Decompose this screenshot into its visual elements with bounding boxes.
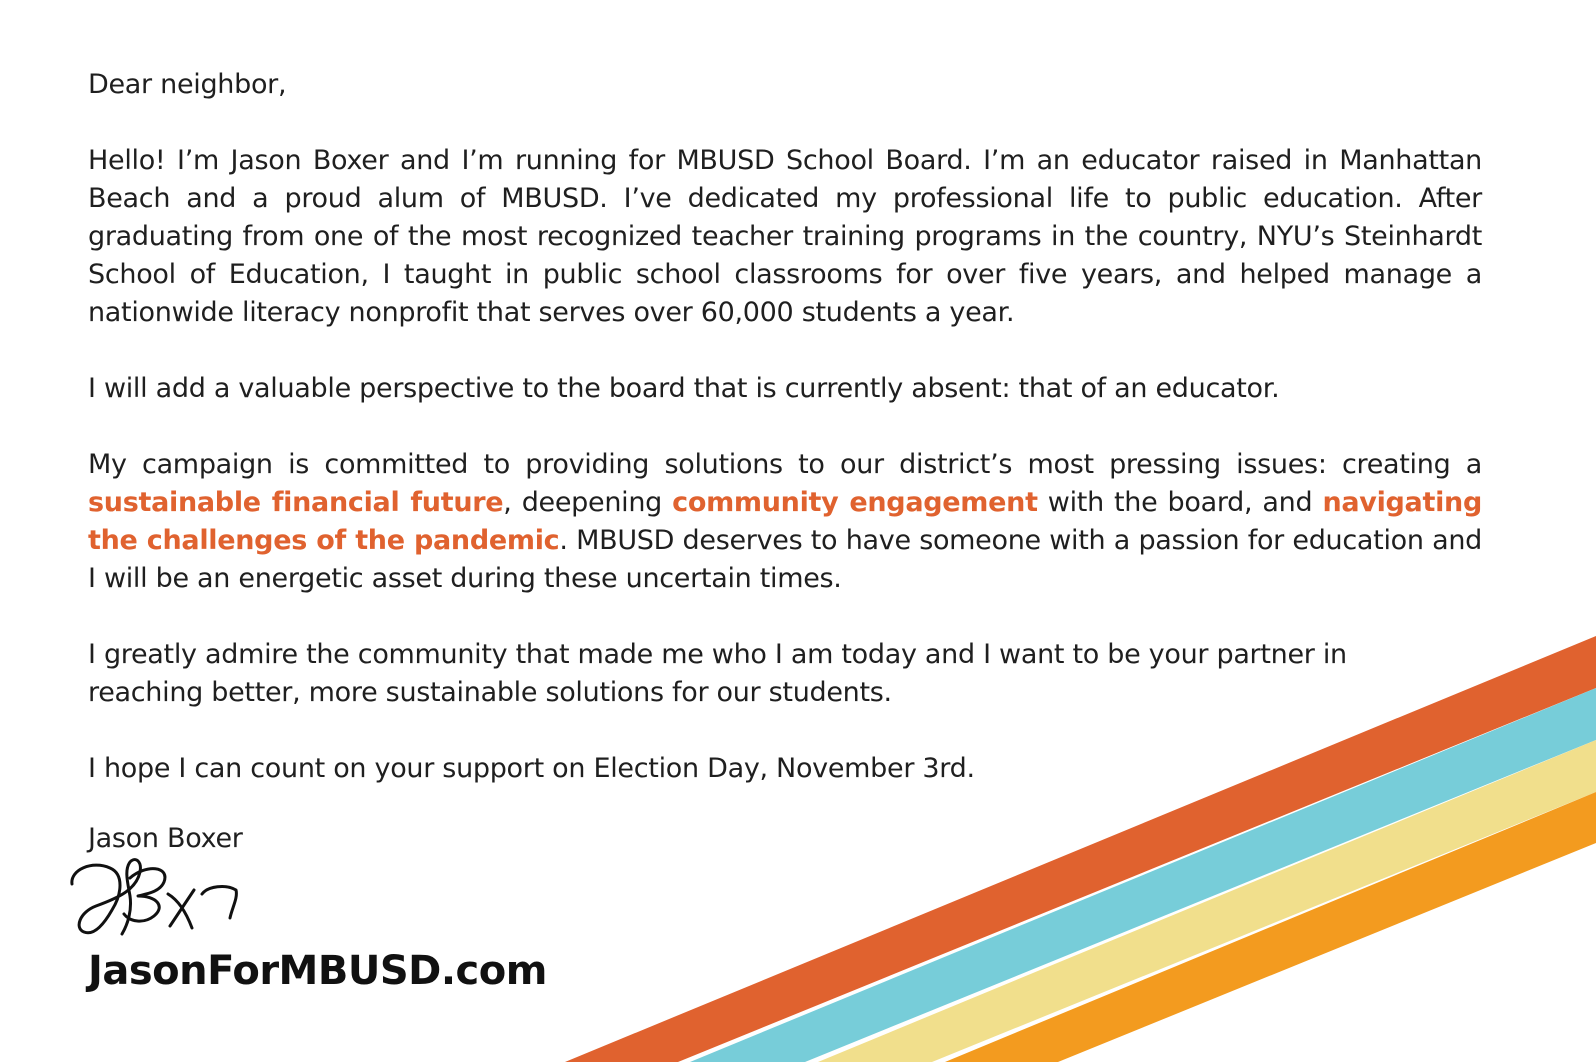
- admire-paragraph: I greatly admire the community that made me who I am today and I want to be your partner in reaching better, more sustainable solutions for our students.: [88, 639, 1347, 708]
- highlight-financial-future: sustainable financial future: [88, 487, 504, 518]
- signature-image: [66, 850, 266, 942]
- closing-paragraph: I hope I can count on your support on Election Day, November 3rd.: [88, 753, 975, 784]
- campaign-paragraph: [88, 446, 1482, 598]
- letter-body: [88, 66, 1482, 826]
- campaign-text-2: , deepening: [503, 487, 673, 518]
- campaign-text-1: My campaign is committed to providing solutions to our district’s most pressing issues: creating a: [88, 449, 1482, 480]
- perspective-paragraph: I will add a valuable perspective to the board that is currently absent: that of an educator.: [88, 373, 1280, 404]
- intro-paragraph: Hello! I’m Jason Boxer and I’m running for MBUSD School Board. I’m an educator raised in Manhattan Beach and a proud alum of MBUSD. I’ve dedicated my professional life to public education. After graduating from one of the most recognized teacher training programs in the country, NYU’s Steinhardt School of Education, I taught in public school classrooms for over five years, and helped manage a nationwide literacy nonprofit that serves over 60,000 students a year.: [88, 145, 1482, 328]
- highlight-pandemic: navigating the challenges of the pandemic: [88, 487, 1482, 556]
- campaign-text-4: . MBUSD deserves to have someone with a passion for education and I will be an energetic asset during these uncertain times.: [88, 525, 1483, 594]
- highlight-community-engagement: community engagement: [672, 487, 1038, 518]
- greeting: Dear neighbor,: [88, 69, 287, 100]
- signoff-name: Jason Boxer: [88, 823, 243, 854]
- campaign-text-3: with the board, and: [1037, 487, 1323, 518]
- campaign-website: JasonForMBUSD.com: [88, 948, 547, 994]
